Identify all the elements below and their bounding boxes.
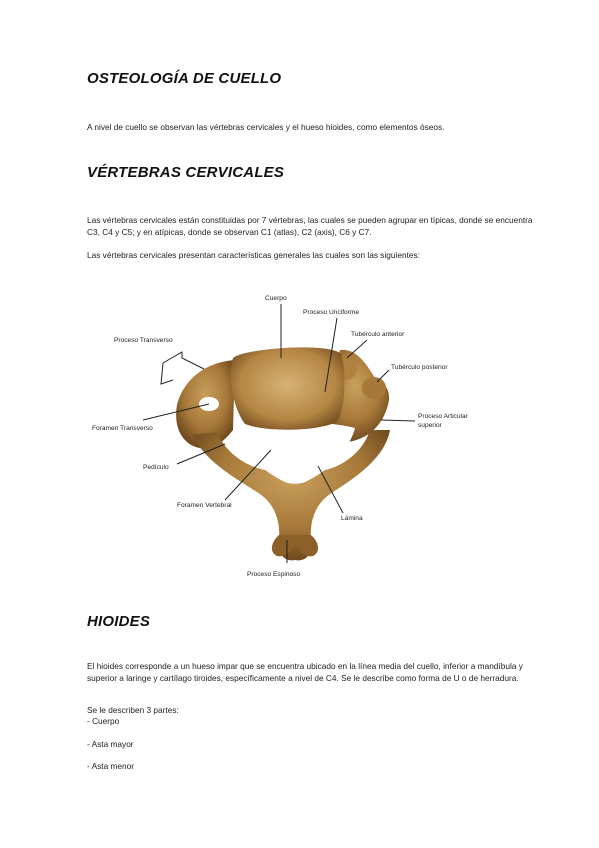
label-transverso: Proceso Transverso <box>114 337 173 344</box>
paragraph-hioides: El hioides corresponde a un hueso impar que se encuentra ubicado en la línea media del cuello, inferior a mandíbula y superior a laringe y cartílago tiroides, específicamente a nivel de C4. Se le describe como forma de U o de herradura. <box>87 661 523 683</box>
hioides-item-cuerpo: - Cuerpo <box>87 716 120 726</box>
cervical-vertebra-figure <box>85 280 505 585</box>
paragraph-vertebras-2: Las vértebras cervicales presentan características generales las cuales son las siguientes: <box>87 250 420 260</box>
label-cuerpo: Cuerpo <box>265 295 287 302</box>
label-art-superior-1: Proceso Articular <box>418 413 468 420</box>
label-lamina: Lámina <box>341 515 363 522</box>
vertebra-image <box>176 347 390 560</box>
hioides-item-asta-mayor: - Asta mayor <box>87 739 134 749</box>
paragraph-vertebras-1: Las vértebras cervicales están constituidas por 7 vértebras, las cuales se pueden agrupar en típicas, donde se encuentra C3, C4 y C5; y en atípicas, donde se observan C1 (atlas), C2 (axis), C6 y C7. <box>87 215 533 237</box>
label-espinoso: Proceso Espinoso <box>247 571 301 578</box>
label-tub-posterior: Tubérculo posterior <box>391 364 448 371</box>
right-tubercle <box>362 377 386 399</box>
vertebral-body <box>231 347 345 429</box>
line-tub-posterior <box>377 370 389 382</box>
label-tub-anterior: Tubérculo anterior <box>351 331 405 338</box>
label-foramen-transverso: Foramen Transverso <box>92 425 153 432</box>
label-unciforme: Proceso Unciforme <box>303 309 360 316</box>
label-pediculo: Pedículo <box>143 464 169 471</box>
label-foramen-vertebral: Foramen Vertebral <box>177 502 232 509</box>
section-title-hioides: HIOIDES <box>87 613 151 630</box>
paragraph-osteologia: A nivel de cuello se observan las vértebras cervicales y el hueso hioides, como elementos óseos. <box>87 122 445 132</box>
hioides-intro: Se le describen 3 partes: <box>87 705 179 715</box>
label-art-superior-2: superior <box>418 422 442 429</box>
section-title-osteologia: OSTEOLOGÍA DE CUELLO <box>87 70 282 87</box>
hioides-item-asta-menor: - Asta menor <box>87 761 135 771</box>
line-art-superior <box>381 420 415 421</box>
section-title-vertebras: VÉRTEBRAS CERVICALES <box>87 164 285 181</box>
